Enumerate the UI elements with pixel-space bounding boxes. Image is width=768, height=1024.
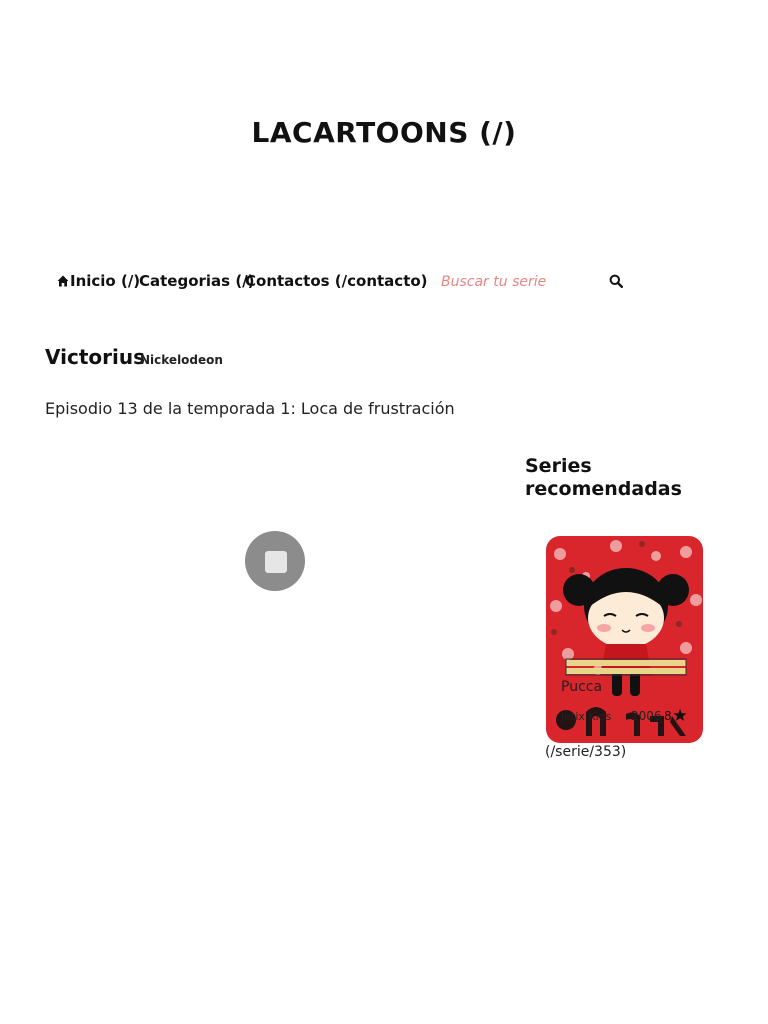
nav-home[interactable] (57, 272, 140, 290)
search-button[interactable] (606, 273, 626, 291)
episode-title: Episodio 13 de la temporada 1: Loca de frustración (45, 399, 455, 418)
nav-home-label: Inicio (/) (70, 272, 141, 290)
card-link-text[interactable]: (/serie/353) (545, 744, 627, 760)
series-network[interactable]: Nickelodeon (140, 353, 223, 367)
series-card[interactable] (546, 536, 703, 743)
card-rating: 8 (664, 709, 672, 723)
card-network: Jetix Kids (561, 710, 612, 723)
stop-icon (265, 551, 287, 573)
series-title: Victorius (45, 345, 145, 369)
site-logo[interactable]: LACARTOONS (/) (251, 116, 517, 149)
nav-contactos[interactable]: Contactos (/contacto) (245, 272, 428, 290)
video-player-button[interactable] (245, 531, 305, 591)
recommended-heading: Series recomendadas (525, 455, 682, 500)
search-input[interactable] (441, 272, 591, 292)
card-series-name: Pucca (561, 679, 603, 695)
star-icon (673, 708, 687, 722)
search-icon (609, 274, 623, 288)
card-year: 2006 (631, 709, 662, 723)
home-icon (57, 275, 69, 287)
nav-categorias[interactable]: Categorias (/) (139, 272, 255, 290)
